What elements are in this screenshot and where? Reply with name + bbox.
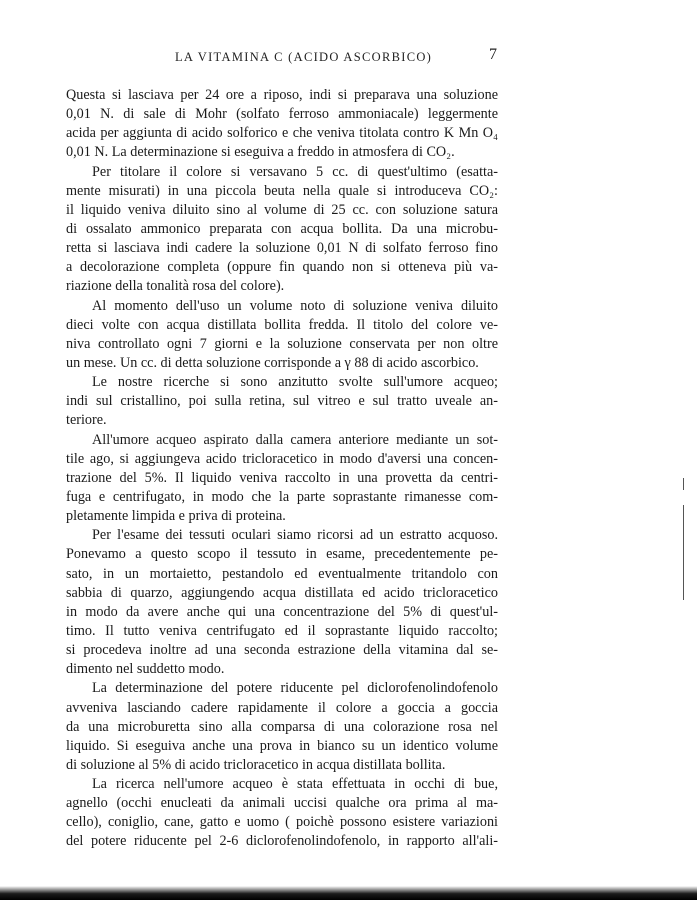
- text-line: La determinazione del potere riducente pel diclorofenolindofenolo: [92, 680, 498, 697]
- text-line: fuga e centrifugato, in modo che la parte soprastante rimanesse com-: [66, 488, 498, 505]
- scan-edge-mark: [683, 478, 684, 490]
- text-line: sato, in un mortaietto, pestandolo ed eventualmente tritandolo con: [66, 565, 498, 582]
- text-line: avveniva lasciando cadere rapidamente il colore a goccia a goccia: [66, 699, 498, 716]
- text-line: da una microburetta sino alla comparsa di una colorazione rosa nel: [66, 718, 498, 735]
- text-line: cello), coniglio, cane, gatto e uomo ( poichè possono esistere variazioni: [66, 814, 498, 831]
- text-line: Le nostre ricerche si sono anzitutto svolte sull'umore acqueo;: [92, 374, 498, 391]
- text-line: timo. Il tutto veniva centrifugato ed il soprastante liquido raccolto;: [66, 622, 498, 639]
- text-line: un mese. Un cc. di detta soluzione corrisponde a γ 88 di acido ascorbico.: [66, 354, 479, 371]
- text-line: Per titolare il colore si versavano 5 cc. di quest'ultimo (esatta-: [92, 163, 498, 180]
- text-line: riazione della tonalità rosa del colore).: [66, 278, 285, 295]
- text-line: sabbia di quarzo, aggiungendo acqua distillata ed acido tricloracetico: [66, 584, 498, 601]
- scan-bottom-edge: [0, 886, 697, 900]
- text-line: a decolorazione completa (oppure fin quando non si otteneva più va-: [66, 259, 498, 276]
- text-line: di ossalato ammonico preparata con acqua bollita. Da una microbu-: [66, 220, 498, 237]
- text-line: niva controllato ogni 7 giorni e la soluzione conservata per non oltre: [66, 335, 498, 352]
- text-line: in modo da avere anche qui una concentrazione del 5% di quest'ul-: [66, 603, 498, 620]
- text-line: 0,01 N. di sale di Mohr (solfato ferroso ammoniacale) leggermente: [66, 106, 498, 123]
- running-header: LA VITAMINA C (ACIDO ASCORBICO): [175, 50, 433, 64]
- text-line: tile ago, si aggiungeva acido tricloracetico in modo d'aversi una concen-: [66, 450, 498, 467]
- text-line: si procedeva inoltre ad una seconda estrazione della vitamina dal se-: [66, 642, 498, 659]
- text-line: di soluzione al 5% di acido tricloracetico in acqua distillata bollita.: [66, 756, 446, 773]
- text-line: 0,01 N. La determinazione si eseguiva a freddo in atmosfera di CO₂.: [66, 144, 455, 161]
- text-line: indi sul cristallino, poi sulla retina, sul vitreo e sul tratto uveale an-: [66, 393, 498, 410]
- text-line: Ponevamo a questo scopo il tessuto in esame, precedentemente pe-: [66, 546, 498, 563]
- text-line: del potere riducente pel 2-6 diclorofenolindofenolo, in rapporto all'ali-: [66, 833, 498, 850]
- text-line: pletamente limpida e priva di proteina.: [66, 508, 286, 525]
- text-line: Al momento dell'uso un volume noto di soluzione veniva diluito: [92, 297, 498, 314]
- text-line: liquido. Si eseguiva anche una prova in bianco su un identico volume: [66, 737, 498, 754]
- text-line: trazione del 5%. Il liquido veniva raccolto in una provetta da centri-: [66, 469, 498, 486]
- text-line: dimento nel suddetto modo.: [66, 661, 225, 678]
- text-line: agnello (occhi enucleati da animali uccisi qualche ora prima al ma-: [66, 795, 498, 812]
- text-line: Per l'esame dei tessuti oculari siamo ricorsi ad un estratto acquoso.: [92, 527, 498, 544]
- text-line: il liquido veniva diluito sino al volume di 25 cc. con soluzione satura: [66, 201, 498, 218]
- body-text: [66, 86, 498, 852]
- text-line: teriore.: [66, 412, 107, 429]
- text-line: Questa si lasciava per 24 ore a riposo, indi si preparava una soluzione: [66, 87, 498, 103]
- page-number: 7: [489, 46, 497, 63]
- text-line: retta si lasciava indi cadere la soluzione 0,01 N di solfato ferroso fino: [66, 240, 498, 257]
- text-line: mente misurati) in una piccola beuta nella quale si introduceva CO₂:: [66, 182, 498, 199]
- text-line: La ricerca nell'umore acqueo è stata effettuata in occhi di bue,: [92, 776, 498, 793]
- text-line: All'umore acqueo aspirato dalla camera anteriore mediante un sot-: [92, 431, 498, 448]
- text-line: acida per aggiunta di acido solforico e che veniva titolata contro K Mn O₄: [66, 125, 498, 142]
- scan-edge-mark: [683, 505, 684, 600]
- text-line: dieci volte con acqua distillata bollita fredda. Il titolo del colore ve-: [66, 316, 498, 333]
